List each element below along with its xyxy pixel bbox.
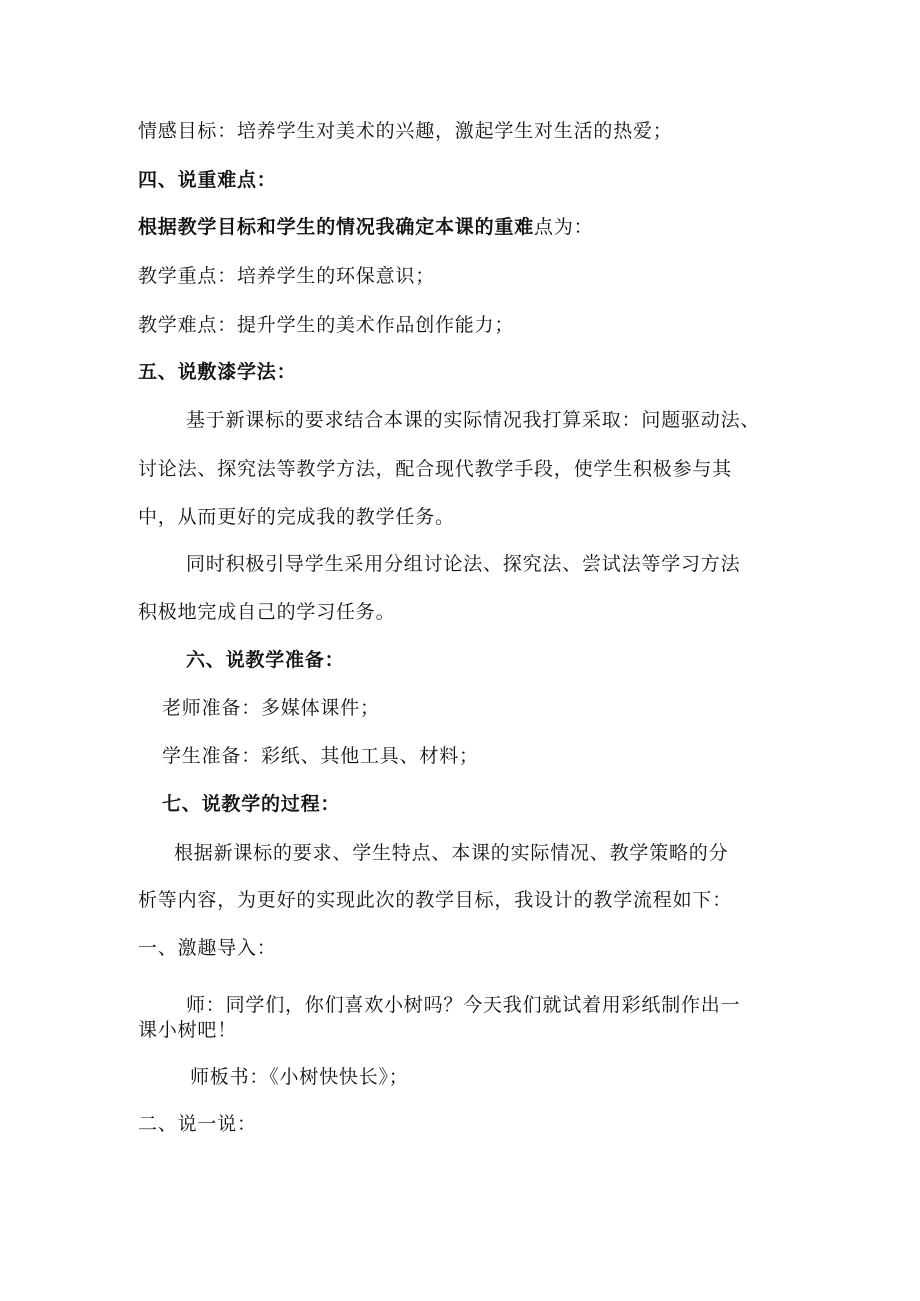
section-heading-key-points: 四、说重难点：	[138, 169, 277, 191]
teacher-preparation-text: 老师准备：多媒体课件；	[162, 697, 380, 719]
key-points-intro-bold: 根据教学目标和学生的情况我确定本课的重难	[138, 216, 535, 238]
learning-methods-line-2: 积极地完成自己的学习任务。	[138, 601, 396, 623]
key-points-intro-tail: 点为：	[534, 216, 594, 238]
key-points-intro	[138, 215, 593, 239]
teaching-difficulty-text: 教学难点：提升学生的美术作品创作能力；	[138, 314, 515, 336]
teacher-dialogue-line-2: 课小树吧！	[138, 1019, 238, 1041]
section-heading-process: 七、说教学的过程：	[162, 793, 341, 815]
step-heading-warmup: 一、激趣导入：	[138, 937, 277, 959]
student-preparation-text: 学生准备：彩纸、其他工具、材料；	[162, 745, 479, 767]
methods-paragraph-line-1: 基于新课标的要求结合本课的实际情况我打算采取：问题驱动法、	[186, 409, 761, 431]
process-paragraph-line-2: 析等内容，为更好的实现此次的教学目标，我设计的教学流程如下：	[138, 889, 733, 911]
teacher-dialogue-line-1: 师：同学们，你们喜欢小树吗？今天我们就试着用彩纸制作出一	[186, 994, 741, 1016]
teaching-focus-text: 教学重点：培养学生的环保意识；	[138, 265, 436, 287]
methods-paragraph-line-2: 讨论法、探究法等教学方法，配合现代教学手段，使学生积极参与其	[138, 458, 733, 480]
emotional-goal-text: 情感目标：培养学生对美术的兴趣，激起学生对生活的热爱；	[138, 120, 673, 142]
step-heading-discussion: 二、说一说：	[138, 1113, 257, 1135]
teacher-blackboard-text: 师板书：《小树快快长》；	[190, 1066, 409, 1088]
section-heading-preparation: 六、说教学准备：	[186, 649, 345, 671]
learning-methods-line-1: 同时积极引导学生采用分组讨论法、探究法、尝试法等学习方法	[186, 553, 741, 575]
methods-paragraph-line-3: 中，从而更好的完成我的教学任务。	[138, 506, 455, 528]
section-heading-methods: 五、说敷漆学法：	[138, 361, 297, 383]
process-paragraph-line-1: 根据新课标的要求、学生特点、本课的实际情况、教学策略的分	[174, 842, 729, 864]
